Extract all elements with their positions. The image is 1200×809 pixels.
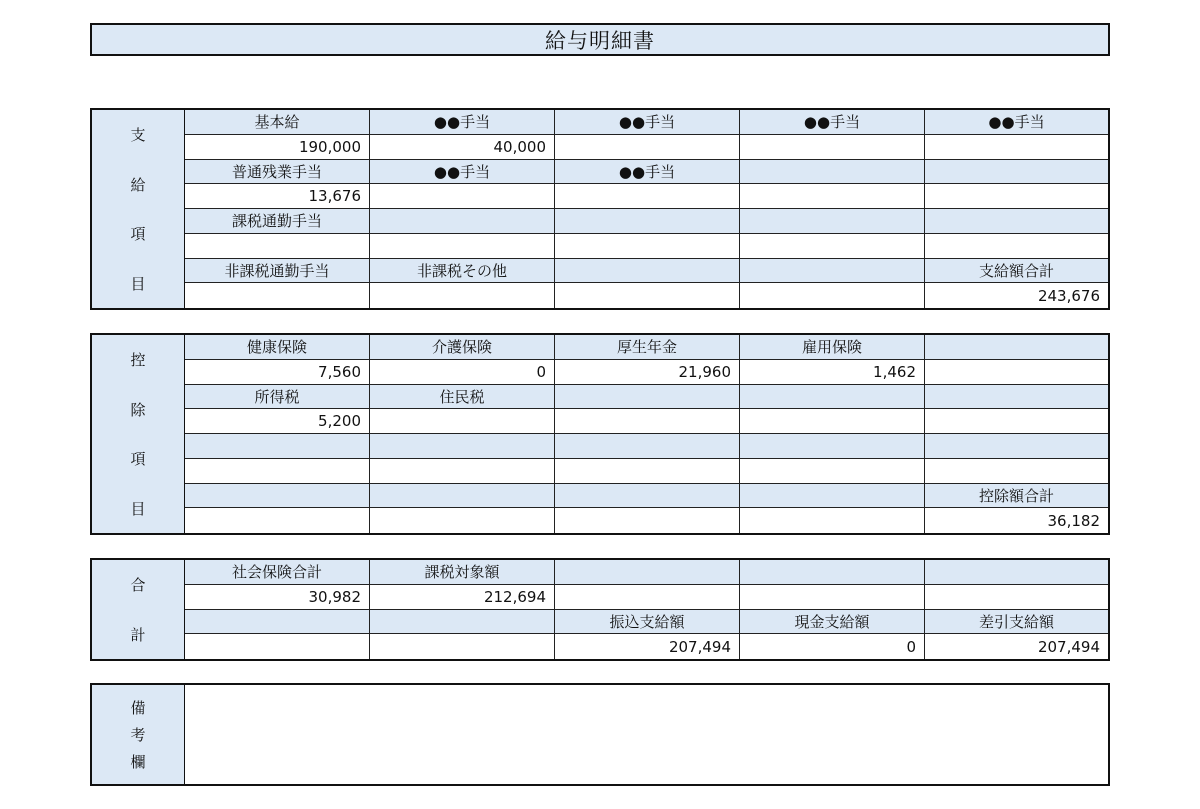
value-row	[185, 360, 1108, 385]
amount-cell[interactable]	[555, 409, 740, 433]
side-char: 目	[130, 274, 146, 293]
item-label-cell	[370, 610, 555, 634]
item-label-cell: 基本給	[185, 110, 370, 134]
item-label-cell: ●●手当	[555, 110, 740, 134]
amount-cell[interactable]	[740, 459, 925, 483]
item-label-cell	[555, 560, 740, 584]
item-label-cell: ●●手当	[988, 113, 1045, 132]
item-label-cell	[925, 560, 1108, 584]
payment-items-grid	[185, 110, 1108, 308]
amount-cell[interactable]	[740, 508, 925, 533]
item-label-cell: 控除額合計	[978, 486, 1054, 505]
item-label-cell: 社会保険合計	[185, 560, 370, 584]
side-char: 除	[130, 400, 146, 419]
item-label-cell	[740, 560, 925, 584]
amount-cell[interactable]: 13,676	[185, 184, 370, 208]
label-row	[185, 335, 1108, 360]
amount-cell[interactable]	[925, 184, 1108, 208]
amount-cell[interactable]	[185, 634, 370, 659]
amount-cell[interactable]	[370, 283, 555, 308]
amount-cell[interactable]	[370, 508, 555, 533]
label-row	[185, 610, 1108, 635]
amount-cell[interactable]	[185, 459, 370, 483]
side-char: 考	[130, 726, 146, 744]
item-label-cell	[740, 259, 925, 283]
amount-cell[interactable]	[370, 459, 555, 483]
deduction-items-grid	[185, 335, 1108, 533]
value-row	[185, 184, 1108, 209]
item-label-cell	[740, 434, 925, 458]
side-char: 給	[130, 175, 146, 194]
label-row	[185, 434, 1108, 459]
label-row	[185, 110, 1108, 135]
item-label-cell	[185, 434, 370, 458]
value-row	[185, 459, 1108, 484]
side-char: 合	[130, 576, 146, 595]
amount-cell[interactable]	[185, 283, 370, 308]
item-label-cell: 所得税	[185, 385, 370, 409]
amount-cell[interactable]: 243,676	[1037, 286, 1100, 305]
amount-cell[interactable]	[925, 409, 1108, 433]
item-label-cell	[740, 209, 925, 233]
amount-cell[interactable]: 40,000	[370, 135, 555, 159]
amount-cell[interactable]	[370, 409, 555, 433]
amount-cell[interactable]: 1,462	[740, 360, 925, 384]
section-side-label	[92, 110, 185, 308]
remarks-field[interactable]	[185, 685, 1108, 784]
side-char: 備	[130, 699, 146, 717]
item-label-cell	[925, 385, 1108, 409]
amount-cell[interactable]	[370, 234, 555, 258]
value-row	[185, 409, 1108, 434]
item-label-cell	[925, 434, 1108, 458]
amount-cell[interactable]	[925, 459, 1108, 483]
amount-cell[interactable]	[555, 508, 740, 533]
item-label-cell	[740, 385, 925, 409]
item-label-cell	[370, 209, 555, 233]
amount-cell[interactable]: 0	[740, 634, 925, 659]
label-row	[185, 385, 1108, 410]
amount-cell[interactable]	[185, 508, 370, 533]
value-row	[185, 585, 1108, 610]
payment-items-section	[90, 108, 1110, 310]
amount-cell[interactable]: 5,200	[185, 409, 370, 433]
item-label-cell: ●●手当	[555, 160, 740, 184]
amount-cell[interactable]	[185, 234, 370, 258]
amount-cell[interactable]	[555, 585, 740, 609]
section-side-label	[92, 685, 185, 784]
item-label-cell	[925, 160, 1108, 184]
amount-cell[interactable]	[740, 184, 925, 208]
amount-cell[interactable]: 212,694	[370, 585, 555, 609]
amount-cell[interactable]	[555, 283, 740, 308]
item-label-cell	[370, 484, 555, 508]
side-char: 支	[130, 126, 146, 145]
side-char: 計	[130, 625, 146, 644]
amount-cell[interactable]	[370, 634, 555, 659]
item-label-cell: 住民税	[370, 385, 555, 409]
side-char: 控	[130, 351, 146, 370]
value-row	[185, 135, 1108, 160]
side-char: 欄	[130, 753, 146, 771]
item-label-cell: 課税通勤手当	[185, 209, 370, 233]
totals-section	[90, 558, 1110, 661]
item-label-cell	[370, 434, 555, 458]
amount-cell[interactable]	[740, 409, 925, 433]
side-char: 項	[130, 450, 146, 469]
label-row	[185, 560, 1108, 585]
label-row	[185, 484, 1108, 509]
section-side-label	[92, 560, 185, 659]
item-label-cell: 現金支給額	[740, 610, 925, 634]
label-row	[185, 259, 1108, 284]
amount-cell[interactable]: 21,960	[555, 360, 740, 384]
amount-cell[interactable]	[925, 360, 1108, 384]
value-row	[185, 283, 1108, 308]
side-char: 目	[130, 499, 146, 518]
item-label-cell: 非課税その他	[370, 259, 555, 283]
item-label-cell	[185, 610, 370, 634]
item-label-cell	[555, 209, 740, 233]
amount-cell[interactable]	[370, 184, 555, 208]
side-char: 項	[130, 225, 146, 244]
deduction-items-section	[90, 333, 1110, 535]
item-label-cell: 支給額合計	[978, 261, 1054, 280]
document-title: 給与明細書	[90, 23, 1110, 56]
item-label-cell	[740, 160, 925, 184]
item-label-cell: 介護保険	[370, 335, 555, 359]
item-label-cell: 雇用保険	[740, 335, 925, 359]
totals-grid	[185, 560, 1108, 659]
value-row	[185, 234, 1108, 259]
label-row	[185, 209, 1108, 234]
amount-cell[interactable]	[740, 283, 925, 308]
item-label-cell: 差引支給額	[978, 612, 1054, 631]
amount-cell[interactable]: 190,000	[185, 135, 370, 159]
item-label-cell	[555, 259, 740, 283]
item-label-cell: 厚生年金	[555, 335, 740, 359]
item-label-cell: 非課税通勤手当	[185, 259, 370, 283]
amount-cell[interactable]: 36,182	[1047, 511, 1100, 530]
amount-cell[interactable]	[740, 135, 925, 159]
item-label-cell	[555, 385, 740, 409]
item-label-cell: ●●手当	[370, 110, 555, 134]
section-side-label	[92, 335, 185, 533]
item-label-cell: 健康保険	[185, 335, 370, 359]
remarks-section	[90, 683, 1110, 786]
item-label-cell: 課税対象額	[370, 560, 555, 584]
item-label-cell	[185, 484, 370, 508]
item-label-cell	[555, 434, 740, 458]
amount-cell[interactable]	[555, 459, 740, 483]
item-label-cell: 振込支給額	[555, 610, 740, 634]
amount-cell[interactable]: 0	[370, 360, 555, 384]
item-label-cell: ●●手当	[740, 110, 925, 134]
value-row	[185, 508, 1108, 533]
amount-cell[interactable]	[925, 585, 1108, 609]
amount-cell[interactable]: 7,560	[185, 360, 370, 384]
amount-cell[interactable]	[925, 135, 1108, 159]
amount-cell[interactable]	[740, 234, 925, 258]
value-row	[185, 634, 1108, 659]
amount-cell[interactable]: 207,494	[1037, 637, 1100, 656]
item-label-cell	[925, 335, 1108, 359]
amount-cell[interactable]	[555, 184, 740, 208]
item-label-cell	[925, 209, 1108, 233]
amount-cell[interactable]	[740, 585, 925, 609]
item-label-cell: ●●手当	[370, 160, 555, 184]
amount-cell[interactable]: 30,982	[185, 585, 370, 609]
label-row	[185, 160, 1108, 185]
item-label-cell: 普通残業手当	[185, 160, 370, 184]
item-label-cell	[555, 484, 740, 508]
amount-cell[interactable]	[555, 135, 740, 159]
item-label-cell	[740, 484, 925, 508]
amount-cell[interactable]	[925, 234, 1108, 258]
amount-cell[interactable]	[555, 234, 740, 258]
amount-cell[interactable]: 207,494	[555, 634, 740, 659]
